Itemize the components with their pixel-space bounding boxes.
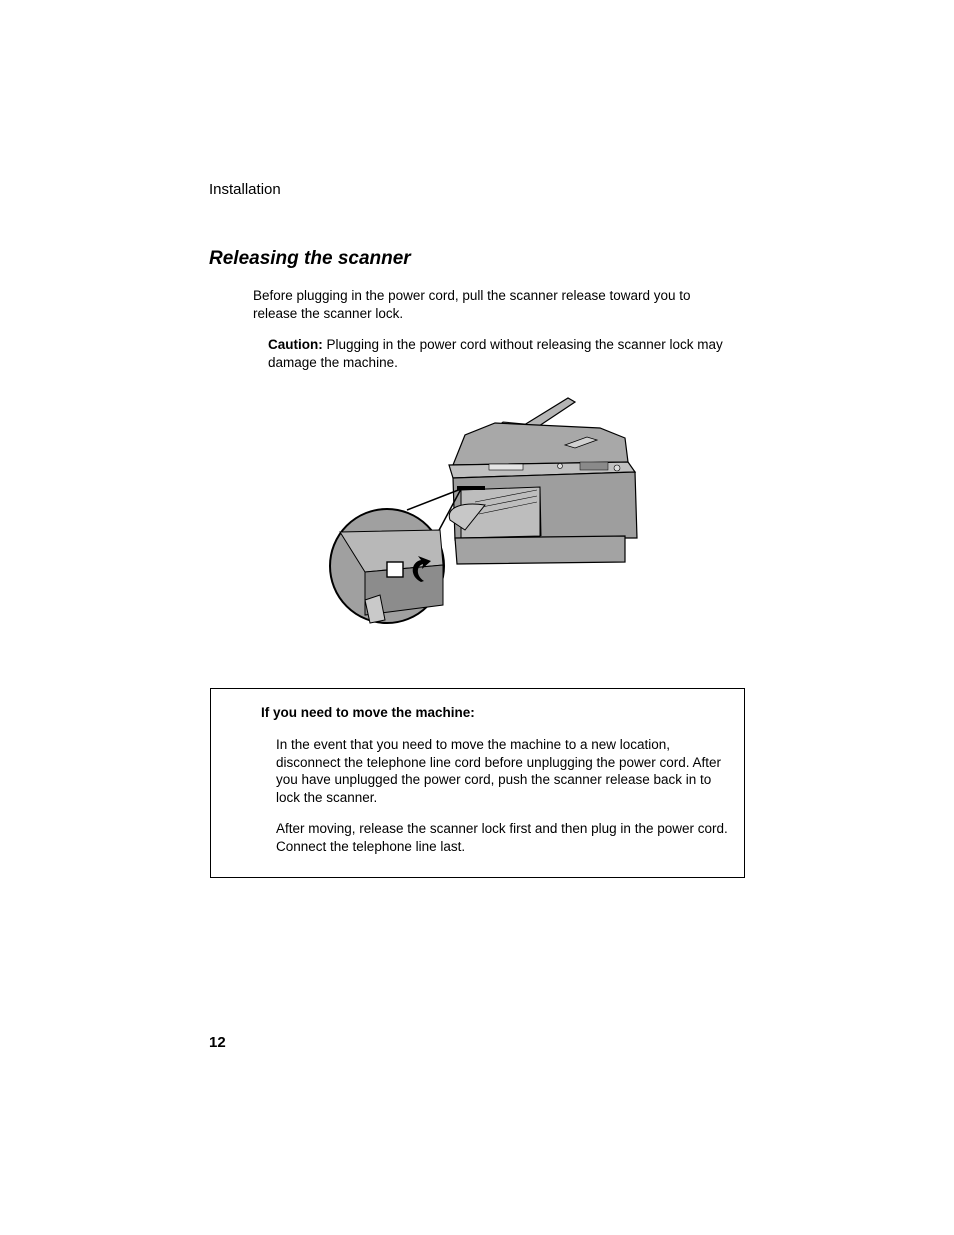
caution-label: Caution: bbox=[268, 337, 323, 352]
note-paragraph-2: After moving, release the scanner lock first and then plug in the power cord. Connect the telephone line last. bbox=[276, 821, 728, 854]
section-label: Installation bbox=[209, 181, 281, 198]
note-title: If you need to move the machine: bbox=[261, 705, 475, 720]
note-paragraph-1: In the event that you need to move the machine to a new location, disconnect the telephone line cord before unplugging the power cord. After you have unplugged the power cord, push the scanner release back in to lock the scanner. bbox=[276, 737, 722, 805]
caution-text: Plugging in the power cord without releasing the scanner lock may damage the machine. bbox=[268, 337, 723, 370]
scanner-release-figure bbox=[325, 390, 645, 635]
caution-paragraph bbox=[268, 336, 728, 372]
intro-paragraph: Before plugging in the power cord, pull the scanner release toward you to release the scanner lock. bbox=[253, 288, 691, 321]
page-number: 12 bbox=[209, 1034, 226, 1051]
section-heading: Releasing the scanner bbox=[209, 248, 411, 269]
move-machine-note bbox=[210, 688, 745, 878]
fax-machine-icon bbox=[325, 390, 645, 635]
